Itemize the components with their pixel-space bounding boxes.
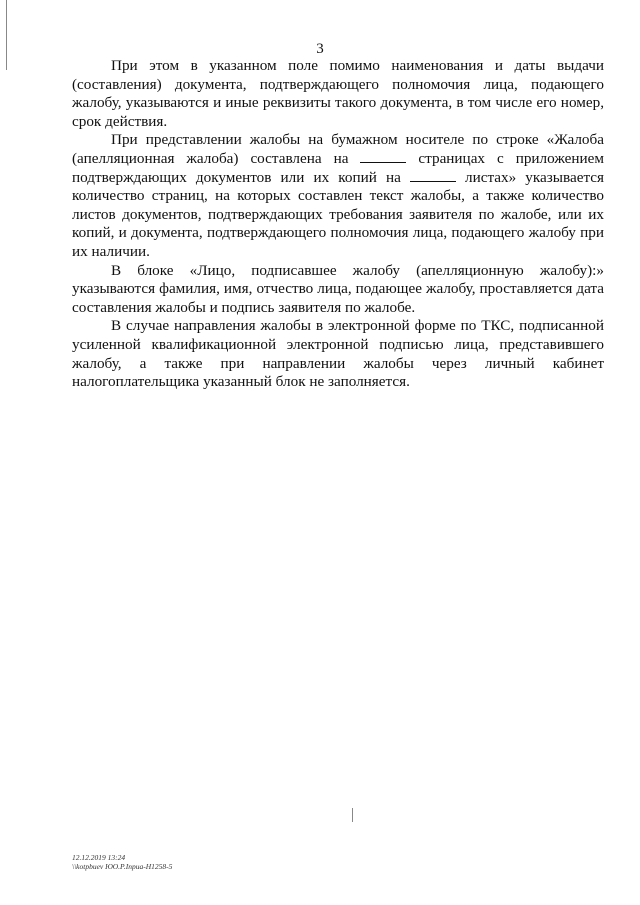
paragraph-line: их наличии. bbox=[72, 242, 150, 260]
paragraph-3 bbox=[72, 262, 604, 318]
paragraph-line: жалобу, указываются и иные реквизиты такого документа, в том числе его номер, bbox=[72, 94, 604, 112]
paragraph-4 bbox=[72, 317, 604, 391]
footer-timestamp: 12.12.2019 13:24 bbox=[72, 853, 126, 862]
paragraph-line: При представлении жалобы на бумажном носителе по строке «Жалоба bbox=[111, 131, 604, 149]
paragraph-line: При этом в указанном поле помимо наименования и даты выдачи bbox=[111, 57, 604, 74]
paragraph-line: листов документов, подтверждающих требования заявителя по жалобе, или их bbox=[72, 205, 604, 223]
line-part: страницах с приложением bbox=[418, 149, 604, 167]
paragraph-line: В блоке «Лицо, подписавшее жалобу (апелляционную жалобу):» bbox=[111, 261, 604, 279]
paragraph-line: указываются фамилия, имя, отчество лица, подающее жалобу, проставляется дата bbox=[72, 280, 604, 298]
document-body bbox=[72, 57, 604, 392]
blank-field-pages bbox=[360, 150, 406, 163]
paragraph-line: срок действия. bbox=[72, 112, 168, 130]
footer-filename: \\kotpbuev ЮО.Р.Inpua-Н1258-5 bbox=[72, 862, 173, 871]
document-footer bbox=[72, 853, 172, 871]
paragraph-line: копий, и документа, подтверждающего полномочия лица, подающего жалобу при bbox=[72, 224, 604, 242]
paragraph-line: жалобу, а также при направлении жалобы через личный кабинет bbox=[72, 354, 604, 372]
scan-fold-mark bbox=[352, 808, 353, 822]
line-part: подтверждающих документов или их копий на bbox=[72, 168, 401, 186]
page-number: 3 bbox=[316, 41, 324, 57]
paragraph-line: налогоплательщика указанный блок не заполняется. bbox=[72, 373, 410, 391]
paragraph-line: составления жалобы и подпись заявителя по жалобе. bbox=[72, 298, 416, 316]
paragraph-line bbox=[72, 169, 604, 188]
paragraph-line: усиленной квалификационной электронной подписью лица, представившего bbox=[72, 335, 604, 353]
line-part: (апелляционная жалоба) составлена на bbox=[72, 149, 349, 167]
line-part: листах» указывается bbox=[465, 168, 604, 186]
paragraph-line: (составления) документа, подтверждающего полномочия лица, подающего bbox=[72, 75, 604, 93]
paragraph-line: В случае направления жалобы в электронной форме по ТКС, подписанной bbox=[111, 317, 604, 335]
paragraph-line: количество страниц, на которых составлен текст жалобы, а также количество bbox=[72, 187, 604, 205]
scan-edge-mark bbox=[6, 0, 7, 70]
paragraph-1 bbox=[72, 57, 604, 131]
paragraph-2 bbox=[72, 131, 604, 261]
paragraph-line bbox=[72, 150, 604, 169]
blank-field-sheets bbox=[410, 169, 456, 182]
